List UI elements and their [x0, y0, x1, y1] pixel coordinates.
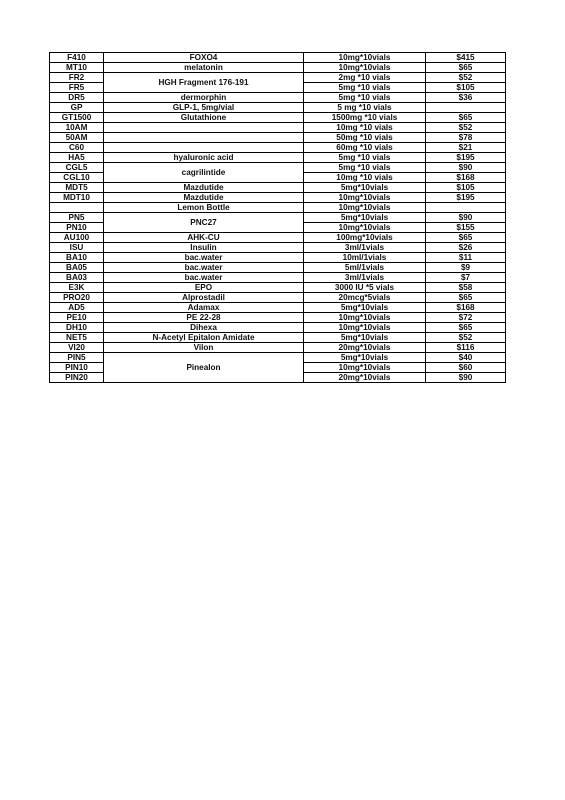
product-name-cell: bac.water [104, 263, 304, 273]
table-row [50, 123, 506, 133]
product-price-cell: $105 [426, 183, 506, 193]
product-price-cell: $60 [426, 363, 506, 373]
product-spec-cell: 60mg *10 vials [304, 143, 426, 153]
product-code-cell: VI20 [50, 343, 104, 353]
product-price-cell: $26 [426, 243, 506, 253]
product-name-cell: melatonin [104, 63, 304, 73]
product-spec-cell: 5mg*10vials [304, 183, 426, 193]
product-name-cell: Glutathione [104, 113, 304, 123]
price-table [49, 52, 506, 383]
product-spec-cell: 5 mg *10 vials [304, 103, 426, 113]
product-spec-cell: 10mg*10vials [304, 63, 426, 73]
product-name-cell: Adamax [104, 303, 304, 313]
table-row [50, 143, 506, 153]
product-spec-cell: 5mg *10 vials [304, 163, 426, 173]
table-row [50, 193, 506, 203]
table-row [50, 313, 506, 323]
price-table-body [50, 53, 506, 383]
product-price-cell: $195 [426, 193, 506, 203]
product-code-cell: DR5 [50, 93, 104, 103]
product-spec-cell: 1500mg *10 vials [304, 113, 426, 123]
product-spec-cell: 50mg *10 vials [304, 133, 426, 143]
product-name-cell: PNC27 [104, 213, 304, 233]
product-name-cell: EPO [104, 283, 304, 293]
product-price-cell: $65 [426, 63, 506, 73]
product-name-cell: hyaluronic acid [104, 153, 304, 163]
product-spec-cell: 5mg *10 vials [304, 93, 426, 103]
product-code-cell: BA03 [50, 273, 104, 283]
product-code-cell [50, 203, 104, 213]
product-spec-cell: 10mg *10 vials [304, 173, 426, 183]
product-code-cell: AD5 [50, 303, 104, 313]
product-price-cell: $58 [426, 283, 506, 293]
product-code-cell: HA5 [50, 153, 104, 163]
product-spec-cell: 10mg*10vials [304, 313, 426, 323]
product-spec-cell: 10ml/1vials [304, 253, 426, 263]
product-code-cell: 50AM [50, 133, 104, 143]
product-code-cell: E3K [50, 283, 104, 293]
product-spec-cell: 10mg*10vials [304, 363, 426, 373]
product-name-cell: N-Acetyl Epitalon Amidate [104, 333, 304, 343]
table-row [50, 183, 506, 193]
product-spec-cell: 3ml/1vials [304, 243, 426, 253]
table-row [50, 93, 506, 103]
product-name-cell: Vilon [104, 343, 304, 353]
product-price-cell: $52 [426, 333, 506, 343]
product-code-cell: NET5 [50, 333, 104, 343]
product-code-cell: ISU [50, 243, 104, 253]
table-row [50, 203, 506, 213]
product-price-cell: $105 [426, 83, 506, 93]
product-code-cell: DH10 [50, 323, 104, 333]
product-spec-cell: 5mg*10vials [304, 213, 426, 223]
table-row [50, 243, 506, 253]
product-name-cell: FOXO4 [104, 53, 304, 63]
table-row [50, 253, 506, 263]
table-row [50, 273, 506, 283]
product-name-cell: Alprostadil [104, 293, 304, 303]
product-spec-cell: 10mg*10vials [304, 193, 426, 203]
product-name-cell: Insulin [104, 243, 304, 253]
table-row [50, 333, 506, 343]
product-name-cell [104, 133, 304, 143]
product-spec-cell: 10mg*10vials [304, 203, 426, 213]
product-price-cell: $65 [426, 323, 506, 333]
product-code-cell: BA05 [50, 263, 104, 273]
product-name-cell: Lemon Bottle [104, 203, 304, 213]
table-row [50, 163, 506, 173]
product-price-cell: $9 [426, 263, 506, 273]
product-price-cell: $90 [426, 373, 506, 383]
product-spec-cell: 5mg*10vials [304, 333, 426, 343]
product-spec-cell: 3000 IU *5 vials [304, 283, 426, 293]
product-code-cell: GT1500 [50, 113, 104, 123]
product-name-cell [104, 143, 304, 153]
product-price-cell: $65 [426, 293, 506, 303]
product-price-cell: $65 [426, 233, 506, 243]
product-price-cell: $195 [426, 153, 506, 163]
product-name-cell [104, 123, 304, 133]
product-code-cell: MDT5 [50, 183, 104, 193]
product-price-cell: $90 [426, 163, 506, 173]
product-spec-cell: 10mg*10vials [304, 53, 426, 63]
product-price-cell: $52 [426, 123, 506, 133]
product-code-cell: PIN20 [50, 373, 104, 383]
table-row [50, 53, 506, 63]
product-price-cell: $72 [426, 313, 506, 323]
product-code-cell: AU100 [50, 233, 104, 243]
product-spec-cell: 5mg *10 vials [304, 83, 426, 93]
table-row [50, 263, 506, 273]
product-price-cell [426, 203, 506, 213]
product-code-cell: PE10 [50, 313, 104, 323]
product-code-cell: C60 [50, 143, 104, 153]
table-row [50, 73, 506, 83]
product-code-cell: PRO20 [50, 293, 104, 303]
table-row [50, 113, 506, 123]
product-price-cell [426, 103, 506, 113]
table-row [50, 343, 506, 353]
product-price-cell: $168 [426, 173, 506, 183]
table-row [50, 233, 506, 243]
product-spec-cell: 10mg*10vials [304, 223, 426, 233]
product-code-cell: PIN10 [50, 363, 104, 373]
product-price-cell: $415 [426, 53, 506, 63]
product-spec-cell: 10mg *10 vials [304, 123, 426, 133]
product-code-cell: FR5 [50, 83, 104, 93]
product-code-cell: MT10 [50, 63, 104, 73]
product-price-cell: $155 [426, 223, 506, 233]
product-spec-cell: 20mcg*5vials [304, 293, 426, 303]
table-row [50, 283, 506, 293]
product-name-cell: dermorphin [104, 93, 304, 103]
product-price-cell: $11 [426, 253, 506, 263]
product-price-cell: $52 [426, 73, 506, 83]
product-code-cell: F410 [50, 53, 104, 63]
product-price-cell: $90 [426, 213, 506, 223]
product-price-cell: $40 [426, 353, 506, 363]
product-name-cell: Mazdutide [104, 193, 304, 203]
product-price-cell: $168 [426, 303, 506, 313]
table-row [50, 103, 506, 113]
product-price-cell: $21 [426, 143, 506, 153]
product-code-cell: FR2 [50, 73, 104, 83]
product-name-cell: Mazdutide [104, 183, 304, 193]
product-name-cell: HGH Fragment 176-191 [104, 73, 304, 93]
table-row [50, 323, 506, 333]
product-name-cell: AHK-CU [104, 233, 304, 243]
product-name-cell: PE 22-28 [104, 313, 304, 323]
table-row [50, 213, 506, 223]
product-code-cell: GP [50, 103, 104, 113]
product-spec-cell: 10mg*10vials [304, 323, 426, 333]
table-row [50, 133, 506, 143]
product-price-cell: $7 [426, 273, 506, 283]
product-name-cell: cagrilintide [104, 163, 304, 183]
product-code-cell: MDT10 [50, 193, 104, 203]
product-name-cell: Dihexa [104, 323, 304, 333]
product-name-cell: bac.water [104, 253, 304, 263]
product-code-cell: CGL5 [50, 163, 104, 173]
table-row [50, 353, 506, 363]
product-code-cell: 10AM [50, 123, 104, 133]
product-code-cell: PN5 [50, 213, 104, 223]
product-name-cell: GLP-1, 5mg/vial [104, 103, 304, 113]
table-row [50, 303, 506, 313]
product-code-cell: CGL10 [50, 173, 104, 183]
product-spec-cell: 5ml/1vials [304, 263, 426, 273]
product-price-cell: $116 [426, 343, 506, 353]
product-price-cell: $65 [426, 113, 506, 123]
product-spec-cell: 5mg*10vials [304, 353, 426, 363]
product-code-cell: PN10 [50, 223, 104, 233]
product-spec-cell: 100mg*10vials [304, 233, 426, 243]
product-code-cell: BA10 [50, 253, 104, 263]
product-spec-cell: 5mg*10vials [304, 303, 426, 313]
product-spec-cell: 20mg*10vials [304, 343, 426, 353]
product-price-cell: $36 [426, 93, 506, 103]
product-name-cell: bac.water [104, 273, 304, 283]
table-row [50, 63, 506, 73]
product-code-cell: PIN5 [50, 353, 104, 363]
product-spec-cell: 20mg*10vials [304, 373, 426, 383]
product-spec-cell: 2mg *10 vials [304, 73, 426, 83]
product-name-cell: Pinealon [104, 353, 304, 383]
product-spec-cell: 3ml/1vials [304, 273, 426, 283]
table-row [50, 153, 506, 163]
product-spec-cell: 5mg *10 vials [304, 153, 426, 163]
table-row [50, 293, 506, 303]
product-price-cell: $78 [426, 133, 506, 143]
